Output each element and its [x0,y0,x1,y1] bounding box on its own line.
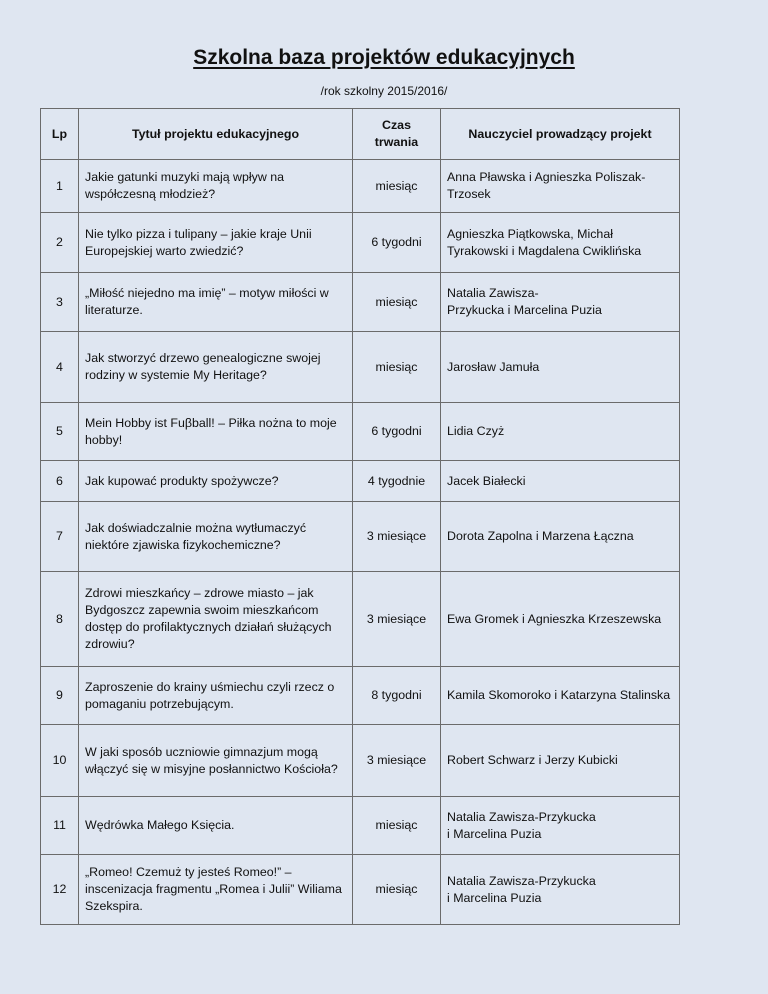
cell-lp: 3 [41,273,79,332]
header-lp: Lp [41,109,79,160]
cell-duration: miesiąc [353,160,441,213]
cell-lp: 7 [41,502,79,572]
header-title: Tytuł projektu edukacyjnego [79,109,353,160]
cell-teacher: Robert Schwarz i Jerzy Kubicki [441,725,680,797]
cell-lp: 6 [41,461,79,502]
table-row [41,797,680,855]
cell-duration: 3 miesiące [353,725,441,797]
cell-duration: 6 tygodni [353,213,441,273]
table-row [41,725,680,797]
cell-duration: 4 tygodnie [353,461,441,502]
cell-teacher: Ewa Gromek i Agnieszka Krzeszewska [441,572,680,667]
table-row [41,572,680,667]
cell-duration: 3 miesiące [353,572,441,667]
cell-duration: miesiąc [353,797,441,855]
table-header-row [41,109,680,160]
document-title: Szkolna baza projektów edukacyjnych [193,46,575,69]
table-row [41,855,680,925]
projects-table [40,108,680,925]
cell-duration: 8 tygodni [353,667,441,725]
cell-teacher: Jacek Białecki [441,461,680,502]
cell-teacher: Kamila Skomoroko i Katarzyna Stalinska [441,667,680,725]
cell-lp: 12 [41,855,79,925]
cell-title: Mein Hobby ist Fuβball! – Piłka nożna to moje hobby! [79,403,353,461]
cell-lp: 5 [41,403,79,461]
header-duration-line1: Czas [382,118,411,132]
cell-lp: 8 [41,572,79,667]
table-row [41,502,680,572]
table-row [41,403,680,461]
cell-title: Wędrówka Małego Księcia. [79,797,353,855]
cell-teacher: Agnieszka Piątkowska, Michał Tyrakowski i Magdalena Cwiklińska [441,213,680,273]
cell-lp: 11 [41,797,79,855]
cell-teacher: Anna Pławska i Agnieszka Poliszak-Trzosek [441,160,680,213]
cell-title: „Romeo! Czemuż ty jesteś Romeo!” – inscenizacja fragmentu „Romea i Julii” Wiliama Szekspira. [79,855,353,925]
cell-lp: 2 [41,213,79,273]
cell-title: Jak doświadczalnie można wytłumaczyć niektóre zjawiska fizykochemiczne? [79,502,353,572]
header-duration [353,109,441,160]
cell-teacher: Natalia Zawisza-Przykucka i Marcelina Puzia [441,797,680,855]
cell-duration: miesiąc [353,332,441,403]
table-row [41,213,680,273]
cell-lp: 9 [41,667,79,725]
cell-title: Jakie gatunki muzyki mają wpływ na współczesną młodzież? [79,160,353,213]
header-duration-line2: trwania [374,135,419,149]
cell-title: Zdrowi mieszkańcy – zdrowe miasto – jak Bydgoszcz zapewnia swoim mieszkańcom dostęp do profilaktycznych działań służących zdrowiu? [79,572,353,667]
cell-teacher: Jarosław Jamuła [441,332,680,403]
table-row [41,160,680,213]
cell-teacher: Natalia Zawisza-Przykucka i Marcelina Puzia [441,855,680,925]
cell-title: W jaki sposób uczniowie gimnazjum mogą włączyć się w misyjne posłannictwo Kościoła? [79,725,353,797]
cell-teacher: Dorota Zapolna i Marzena Łączna [441,502,680,572]
table-row [41,461,680,502]
cell-teacher: Lidia Czyż [441,403,680,461]
cell-teacher: Natalia Zawisza- Przykucka i Marcelina Puzia [441,273,680,332]
table-row [41,332,680,403]
cell-title: Jak kupować produkty spożywcze? [79,461,353,502]
document-subtitle: /rok szkolny 2015/2016/ [320,84,448,98]
cell-title: Zaproszenie do krainy uśmiechu czyli rzecz o pomaganiu potrzebującym. [79,667,353,725]
cell-title: „Miłość niejedno ma imię” – motyw miłości w literaturze. [79,273,353,332]
cell-duration: miesiąc [353,855,441,925]
table-row [41,667,680,725]
cell-title: Nie tylko pizza i tulipany – jakie kraje Unii Europejskiej warto zwiedzić? [79,213,353,273]
header-teacher: Nauczyciel prowadzący projekt [441,109,680,160]
cell-lp: 4 [41,332,79,403]
cell-lp: 10 [41,725,79,797]
table-row [41,273,680,332]
cell-duration: miesiąc [353,273,441,332]
cell-duration: 3 miesiące [353,502,441,572]
cell-lp: 1 [41,160,79,213]
cell-duration: 6 tygodni [353,403,441,461]
cell-title: Jak stworzyć drzewo genealogiczne swojej rodziny w systemie My Heritage? [79,332,353,403]
